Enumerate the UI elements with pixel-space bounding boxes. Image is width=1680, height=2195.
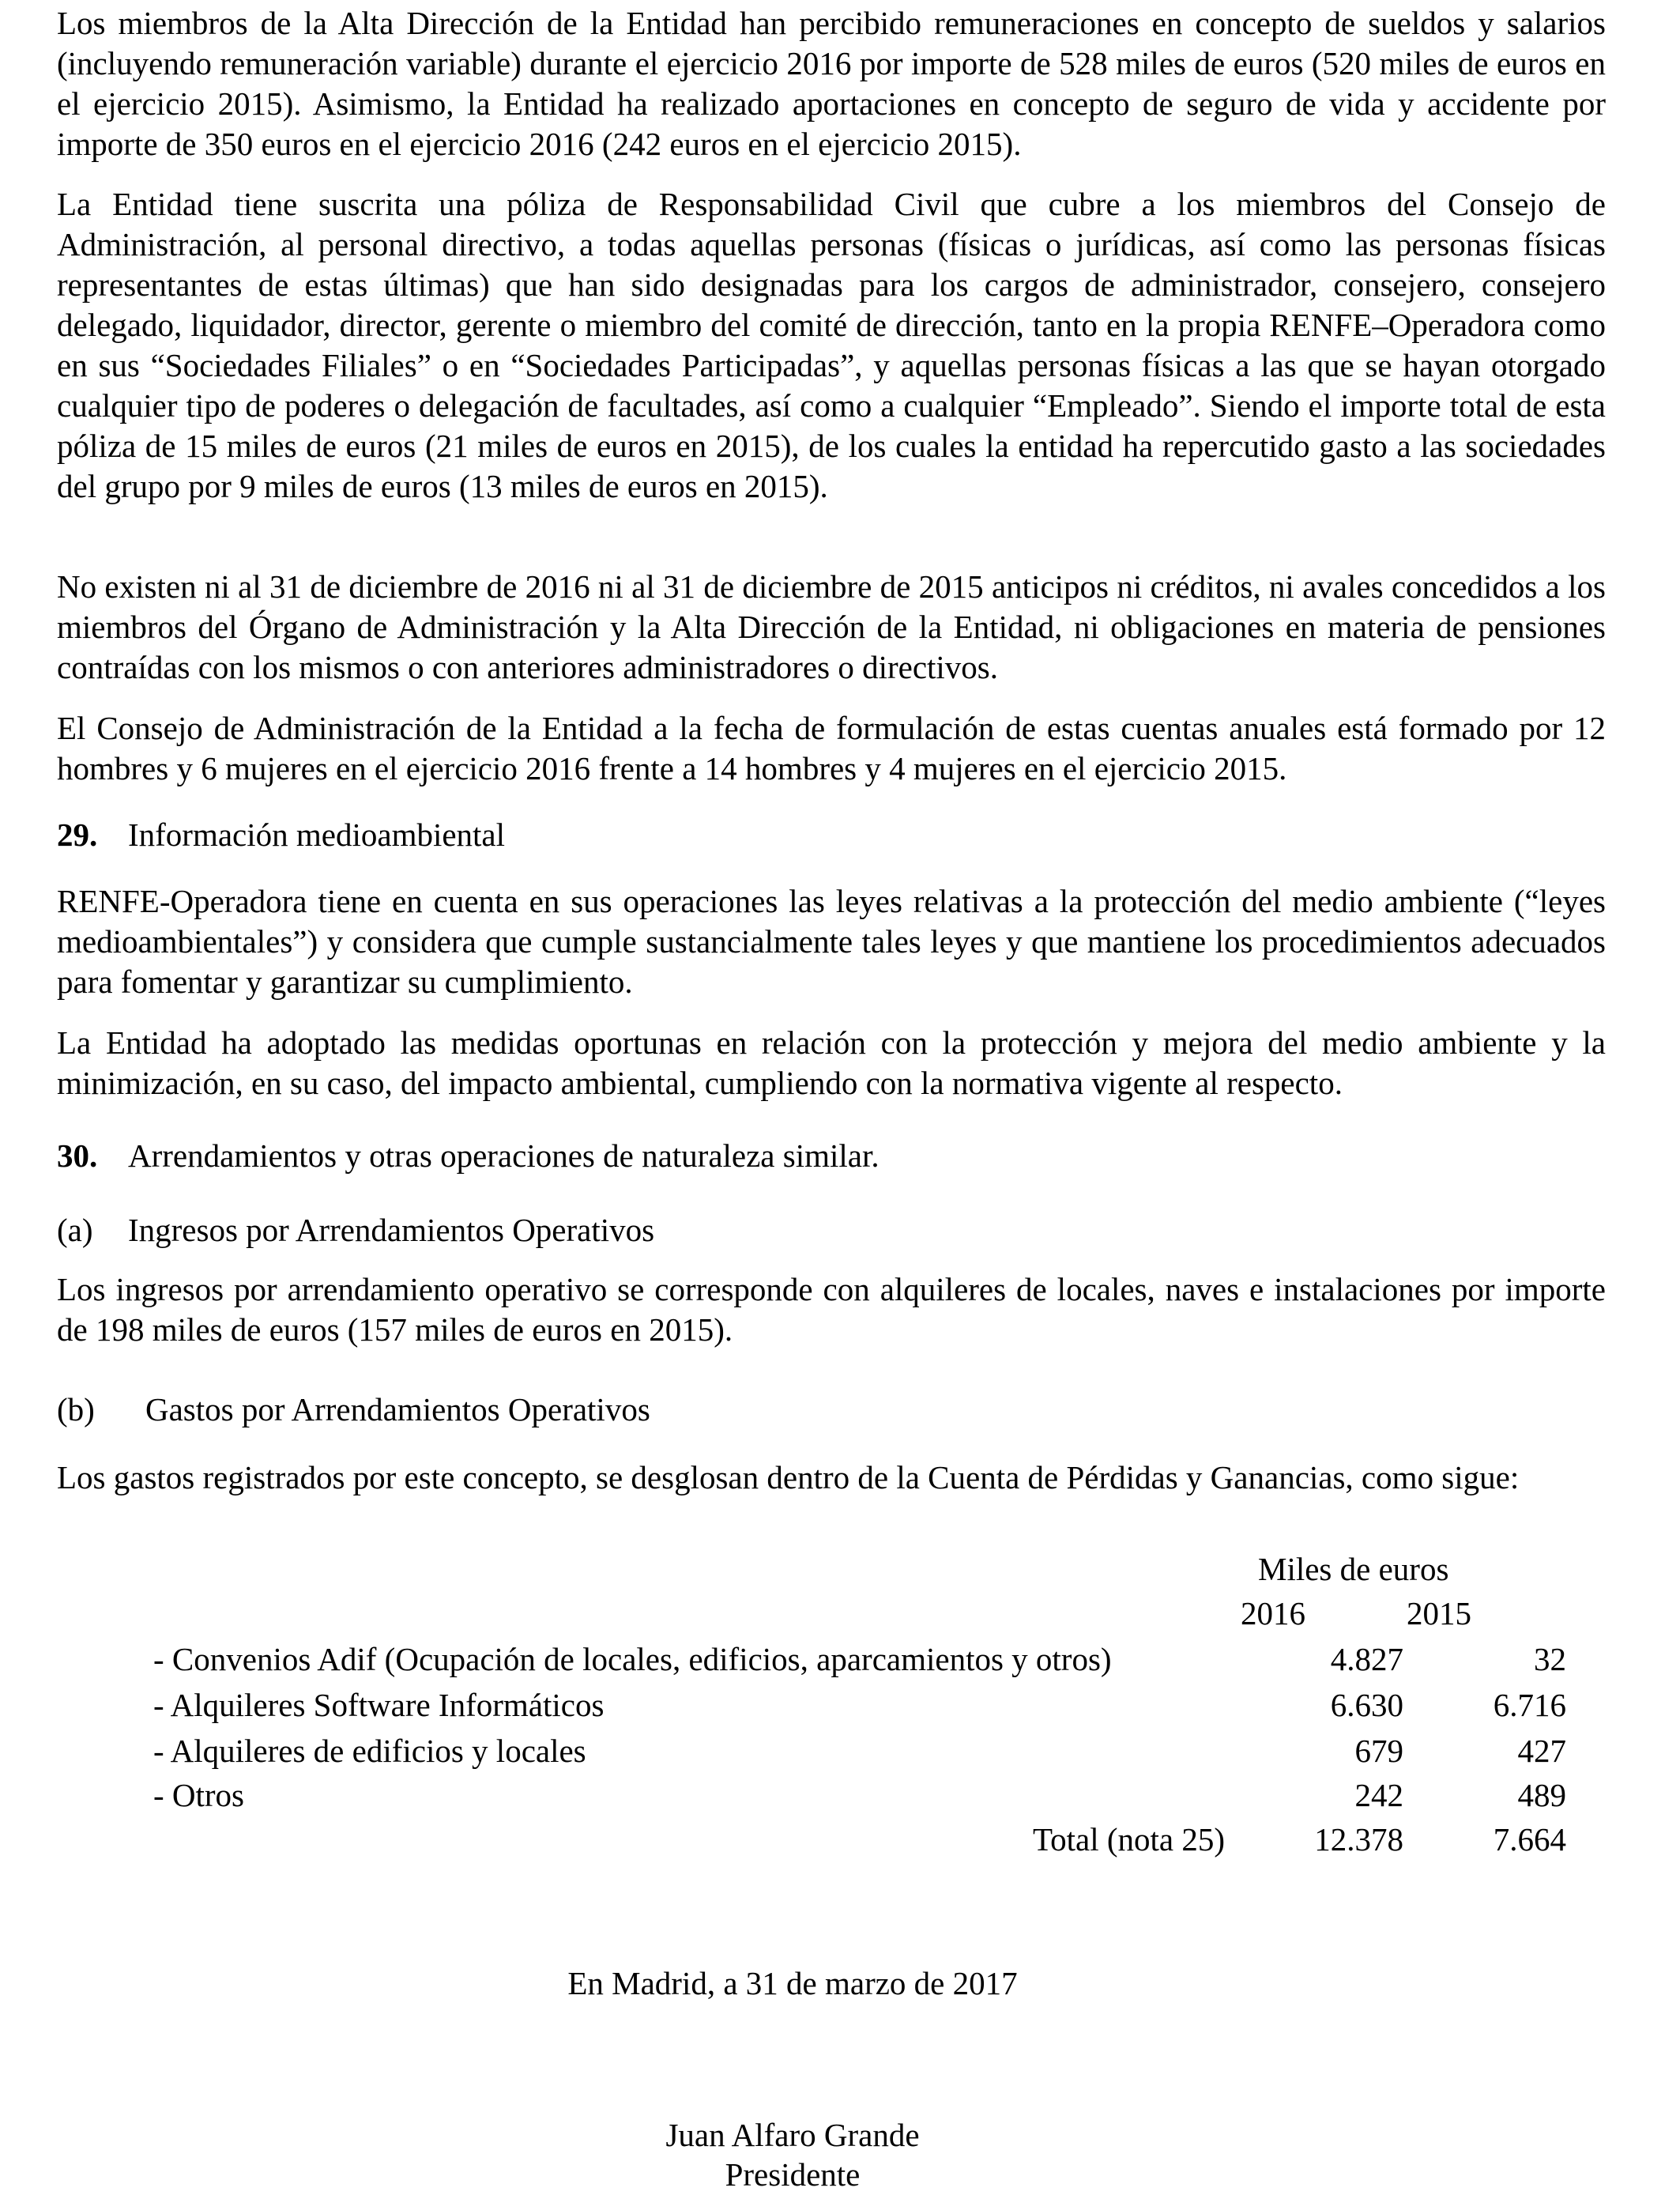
- table-cell-2015: 489: [1517, 1777, 1566, 1813]
- signer-role: Presidente: [725, 2156, 861, 2193]
- section-29-number: 29.: [57, 817, 98, 853]
- section-30-title: Arrendamientos y otras operaciones de naturaleza similar.: [128, 1137, 880, 1174]
- subsection-b-title: Gastos por Arrendamientos Operativos: [145, 1391, 650, 1428]
- table-row-label: - Alquileres de edificios y locales: [153, 1733, 586, 1769]
- paragraph-poliza-responsabilidad: La Entidad tiene suscrita una póliza de Responsabilidad Civil que cubre a los miembros del Consejo de Administración, al personal directivo, a todas aquellas personas (físicas o jurídicas, así como las personas físicas representantes de estas últimas) que han sido designadas para los cargos de administrador, consejero, consejero delegado, liquidador, director, gerente o miembro del comité de dirección, tanto en la propia RENFE–Operadora como en sus “Sociedades Filiales” o en “Sociedades Participadas”, y aquellas personas físicas a las que se hayan otorgado cualquier tipo de poderes o delegación de facultades, así como a cualquier “Empleado”. Siendo el importe total de esta póliza de 15 miles de euros (21 miles de euros en 2015), de los cuales la entidad ha repercutido gasto a las sociedades del grupo por 9 miles de euros (13 miles de euros en 2015).: [57, 186, 1606, 504]
- table-cell-2015: 427: [1517, 1733, 1566, 1769]
- table-row: [57, 1685, 1606, 1725]
- closing-place-date: En Madrid, a 31 de marzo de 2017: [567, 1965, 1018, 2001]
- paragraph-leyes-medioambientales: RENFE-Operadora tiene en cuenta en sus operaciones las leyes relativas a la protección del medio ambiente (“leyes medioambientales”) y considera que cumple sustancialmente tales leyes y que mantiene los procedimientos adecuados para fomentar y garantizar su cumplimiento.: [57, 883, 1606, 1000]
- table-year-header-2015: 2015: [1407, 1595, 1471, 1631]
- table-row: [57, 1775, 1606, 1816]
- table-cell-2016: 679: [1354, 1733, 1403, 1769]
- subsection-a-heading: [57, 1210, 654, 1250]
- table-total-2015: 7.664: [1493, 1821, 1566, 1857]
- table-year-header-2016: 2016: [1241, 1595, 1305, 1631]
- paragraph-gastos-arrendamiento: Los gastos registrados por este concepto, se desglosan dentro de la Cuenta de Pérdidas y Ganancias, como sigue:: [57, 1459, 1520, 1495]
- paragraph-medidas-medioambiente: La Entidad ha adoptado las medidas oportunas en relación con la protección y mejora del medio ambiente y la minimización, en su caso, del impacto ambiental, cumpliendo con la normativa vigente al respecto.: [57, 1024, 1606, 1101]
- section-30-heading: [57, 1136, 880, 1176]
- subsection-b-letter: (b): [57, 1391, 95, 1428]
- table-cell-2016: 6.630: [1330, 1687, 1403, 1723]
- table-cell-2015: 6.716: [1493, 1687, 1566, 1723]
- table-cell-2016: 242: [1354, 1777, 1403, 1813]
- table-total-label: Total (nota 25): [1032, 1821, 1225, 1857]
- signer-name: Juan Alfaro Grande: [665, 2117, 920, 2153]
- section-29-title: Información medioambiental: [128, 817, 506, 853]
- table-row-label: - Convenios Adif (Ocupación de locales, edificios, aparcamientos y otros): [153, 1641, 1112, 1677]
- table-row-label: - Alquileres Software Informáticos: [153, 1687, 605, 1723]
- table-row: [57, 1731, 1606, 1771]
- subsection-a-title: Ingresos por Arrendamientos Operativos: [128, 1212, 655, 1248]
- paragraph-alta-direccion: Los miembros de la Alta Dirección de la Entidad han percibido remuneraciones en concepto de sueldos y salarios (incluyendo remuneración variable) durante el ejercicio 2016 por importe de 528 miles de euros (520 miles de euros en el ejercicio 2015). Asimismo, la Entidad ha realizado aportaciones en concepto de seguro de vida y accidente por importe de 350 euros en el ejercicio 2016 (242 euros en el ejercicio 2015).: [57, 5, 1606, 162]
- section-29-heading: [57, 815, 505, 855]
- table-row-label: - Otros: [153, 1777, 245, 1813]
- table-cell-2015: 32: [1534, 1641, 1566, 1677]
- table-total-2016: 12.378: [1314, 1821, 1403, 1857]
- table-unit-header: Miles de euros: [1258, 1551, 1449, 1587]
- subsection-b-heading: [57, 1390, 650, 1430]
- section-30-number: 30.: [57, 1137, 98, 1174]
- subsection-a-letter: (a): [57, 1212, 93, 1248]
- table-cell-2016: 4.827: [1330, 1641, 1403, 1677]
- paragraph-ingresos-arrendamiento: Los ingresos por arrendamiento operativo se corresponde con alquileres de locales, naves e instalaciones por importe de 198 miles de euros (157 miles de euros en 2015).: [57, 1271, 1606, 1348]
- paragraph-consejo-composicion: El Consejo de Administración de la Entidad a la fecha de formulación de estas cuentas anuales está formado por 12 hombres y 6 mujeres en el ejercicio 2016 frente a 14 hombres y 4 mujeres en el ejercicio 2015.: [57, 710, 1606, 786]
- table-row: [57, 1639, 1606, 1680]
- table-total-row: [57, 1820, 1606, 1860]
- paragraph-anticipos-creditos: No existen ni al 31 de diciembre de 2016 ni al 31 de diciembre de 2015 anticipos ni créditos, ni avales concedidos a los miembros del Órgano de Administración y la Alta Dirección de la Entidad, ni obligaciones en materia de pensiones contraídas con los mismos o con anteriores administradores o directivos.: [57, 568, 1606, 685]
